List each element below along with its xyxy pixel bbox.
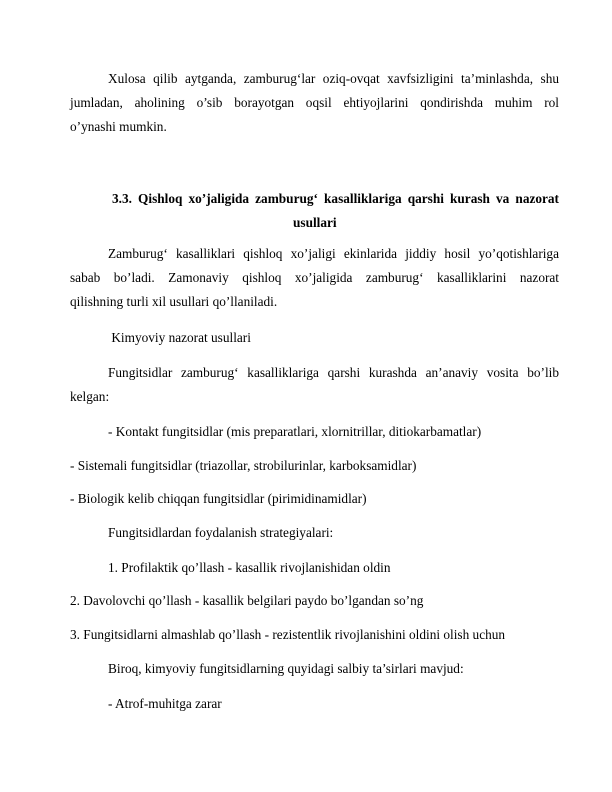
paragraph-2-line-2: sabab bo’ladi. Zamonaviy qishloq xo’jaligida zamburug‘ kasalliklarini nazorat bbox=[70, 270, 559, 285]
section-heading-line-2: usullari bbox=[293, 215, 337, 230]
section-heading-line-1: 3.3. Qishloq xo’jaligida zamburug‘ kasalliklariga qarshi kurash va nazorat bbox=[112, 191, 559, 206]
paragraph-2-line-1: Zamburug‘ kasalliklari qishloq xo’jaligi ekinlarida jiddiy hosil yo’qotishlariga bbox=[108, 246, 559, 261]
fungicide-type-item: - Biologik kelib chiqqan fungitsidlar (pirimidinamidlar) bbox=[70, 491, 367, 506]
paragraph-2-line-3: qilishning turli xil usullari qo’llaniladi. bbox=[70, 294, 278, 309]
strategy-item: 3. Fungitsidlarni almashlab qo’llash - rezistentlik rivojlanishini oldini olish uchun bbox=[70, 627, 506, 642]
fungicide-type-item: - Sistemali fungitsidlar (triazollar, strobilurinlar, karboksamidlar) bbox=[70, 458, 417, 473]
paragraph-1-line-1: Xulosa qilib aytganda, zamburug‘lar oziq-ovqat xavfsizligini ta’minlashda, shu bbox=[108, 71, 559, 86]
strategy-item: 2. Davolovchi qo’llash - kasallik belgilari paydo bo’lgandan so’ng bbox=[70, 593, 424, 608]
fungicide-type-item: - Kontakt fungitsidlar (mis preparatlari, xlornitrillar, ditiokarbamatlar) bbox=[108, 424, 482, 439]
strategies-title: Fungitsidlardan foydalanish strategiyalari: bbox=[108, 525, 334, 540]
paragraph-1-line-3: o’ynashi mumkin. bbox=[70, 119, 167, 134]
subsection-title: Kimyoviy nazorat usullari bbox=[108, 330, 251, 345]
strategy-item: 1. Profilaktik qo’llash - kasallik rivojlanishidan oldin bbox=[108, 560, 391, 575]
negative-effects-title: Biroq, kimyoviy fungitsidlarning quyidagi salbiy ta’sirlari mavjud: bbox=[108, 661, 464, 676]
paragraph-1-line-2: jumladan, aholining o’sib borayotgan oqsil ehtiyojlarini qondirishda muhim rol bbox=[70, 95, 559, 110]
negative-effect-item: - Atrof-muhitga zarar bbox=[108, 696, 222, 711]
paragraph-3-line-1: Fungitsidlar zamburug‘ kasalliklariga qarshi kurashda an’anaviy vosita bo’lib bbox=[108, 365, 559, 380]
paragraph-3-line-2: kelgan: bbox=[70, 389, 110, 404]
